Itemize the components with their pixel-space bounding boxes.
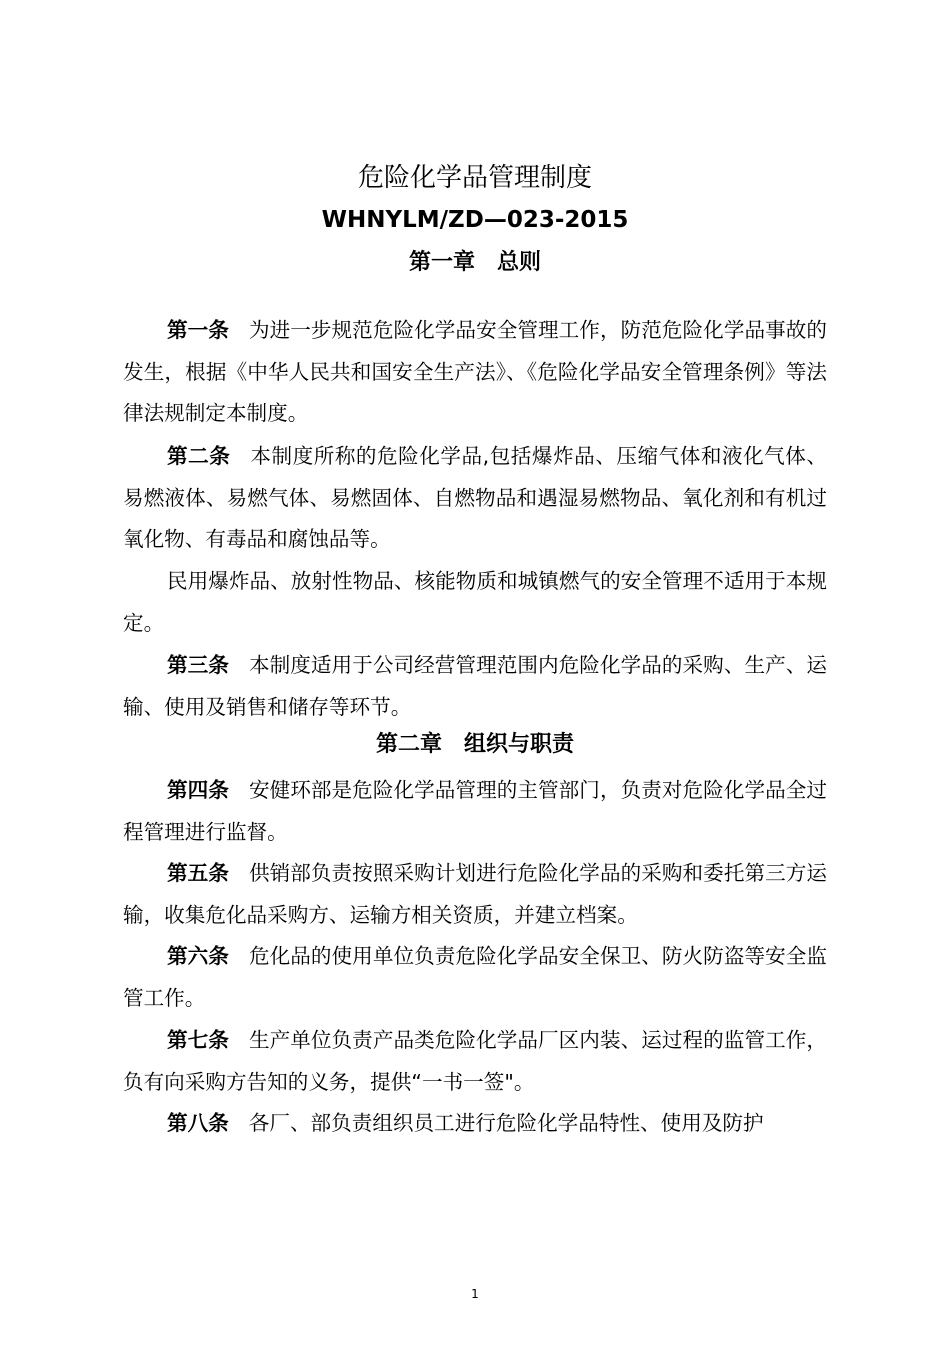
article-text: 本制度适用于公司经营管理范围内危险化学品的采购、生产、运输、使用及销售和储存等环节。 — [123, 653, 828, 719]
article-text: 本制度所称的危险化学品,包括爆炸品、压缩气体和液化气体、易燃液体、易燃气体、易燃固体、自燃物品和遇湿易燃物品、氧化剂和有机过氧化物、有毒品和腐蚀品等。 — [123, 444, 828, 552]
article-label: 第六条 — [167, 944, 229, 968]
article-text: 生产单位负责产品类危险化学品厂区内装、运过程的监管工作，负有向采购方告知的义务，提供“一书一签"。 — [123, 1028, 828, 1094]
article-text: 安健环部是危险化学品管理的主管部门，负责对危险化学品全过程管理进行监督。 — [123, 778, 828, 844]
body-paragraph — [123, 561, 827, 644]
article-text: 为进一步规范危险化学品安全管理工作，防范危险化学品事故的发生，根据《中华人民共和国安全生产法》、《危险化学品安全管理条例》等法律法规制定本制度。 — [123, 318, 828, 426]
article-paragraph — [123, 770, 827, 853]
article-label: 第四条 — [167, 778, 229, 802]
article-text: 危化品的使用单位负责危险化学品安全保卫、防火防盗等安全监管工作。 — [123, 944, 828, 1010]
article-label: 第一条 — [167, 318, 229, 342]
article-paragraph — [123, 436, 827, 561]
chapter-name: 总则 — [497, 250, 542, 275]
chapter-name: 组织与职责 — [464, 732, 575, 757]
article-label: 第七条 — [167, 1028, 229, 1052]
article-paragraph — [123, 310, 827, 435]
article-text: 各厂、部负责组织员工进行危险化学品特性、使用及防护 — [248, 1111, 764, 1135]
article-label: 第八条 — [167, 1111, 229, 1135]
article-label: 第五条 — [167, 861, 229, 885]
article-text: 供销部负责按照采购计划进行危险化学品的采购和委托第三方运输，收集危化品采购方、运输方相关资质，并建立档案。 — [123, 861, 828, 927]
article-paragraph — [123, 1020, 827, 1103]
document-code: WHNYLM/ZD—023-2015 — [321, 207, 629, 233]
paragraph-text: 民用爆炸品、放射性物品、核能物质和城镇燃气的安全管理不适用于本规定。 — [123, 569, 827, 635]
article-label: 第二条 — [167, 444, 231, 468]
article-paragraph — [123, 936, 827, 1019]
page-number: 1 — [471, 1287, 479, 1301]
chapter-number: 第一章 — [408, 250, 475, 275]
article-paragraph — [123, 645, 827, 728]
document-title: 危险化学品管理制度 — [357, 163, 592, 193]
article-label: 第三条 — [167, 653, 229, 677]
chapter-heading — [0, 727, 950, 763]
article-paragraph — [123, 853, 827, 936]
article-paragraph — [123, 1103, 827, 1145]
chapter-heading — [0, 245, 950, 281]
chapter-number: 第二章 — [375, 732, 442, 757]
